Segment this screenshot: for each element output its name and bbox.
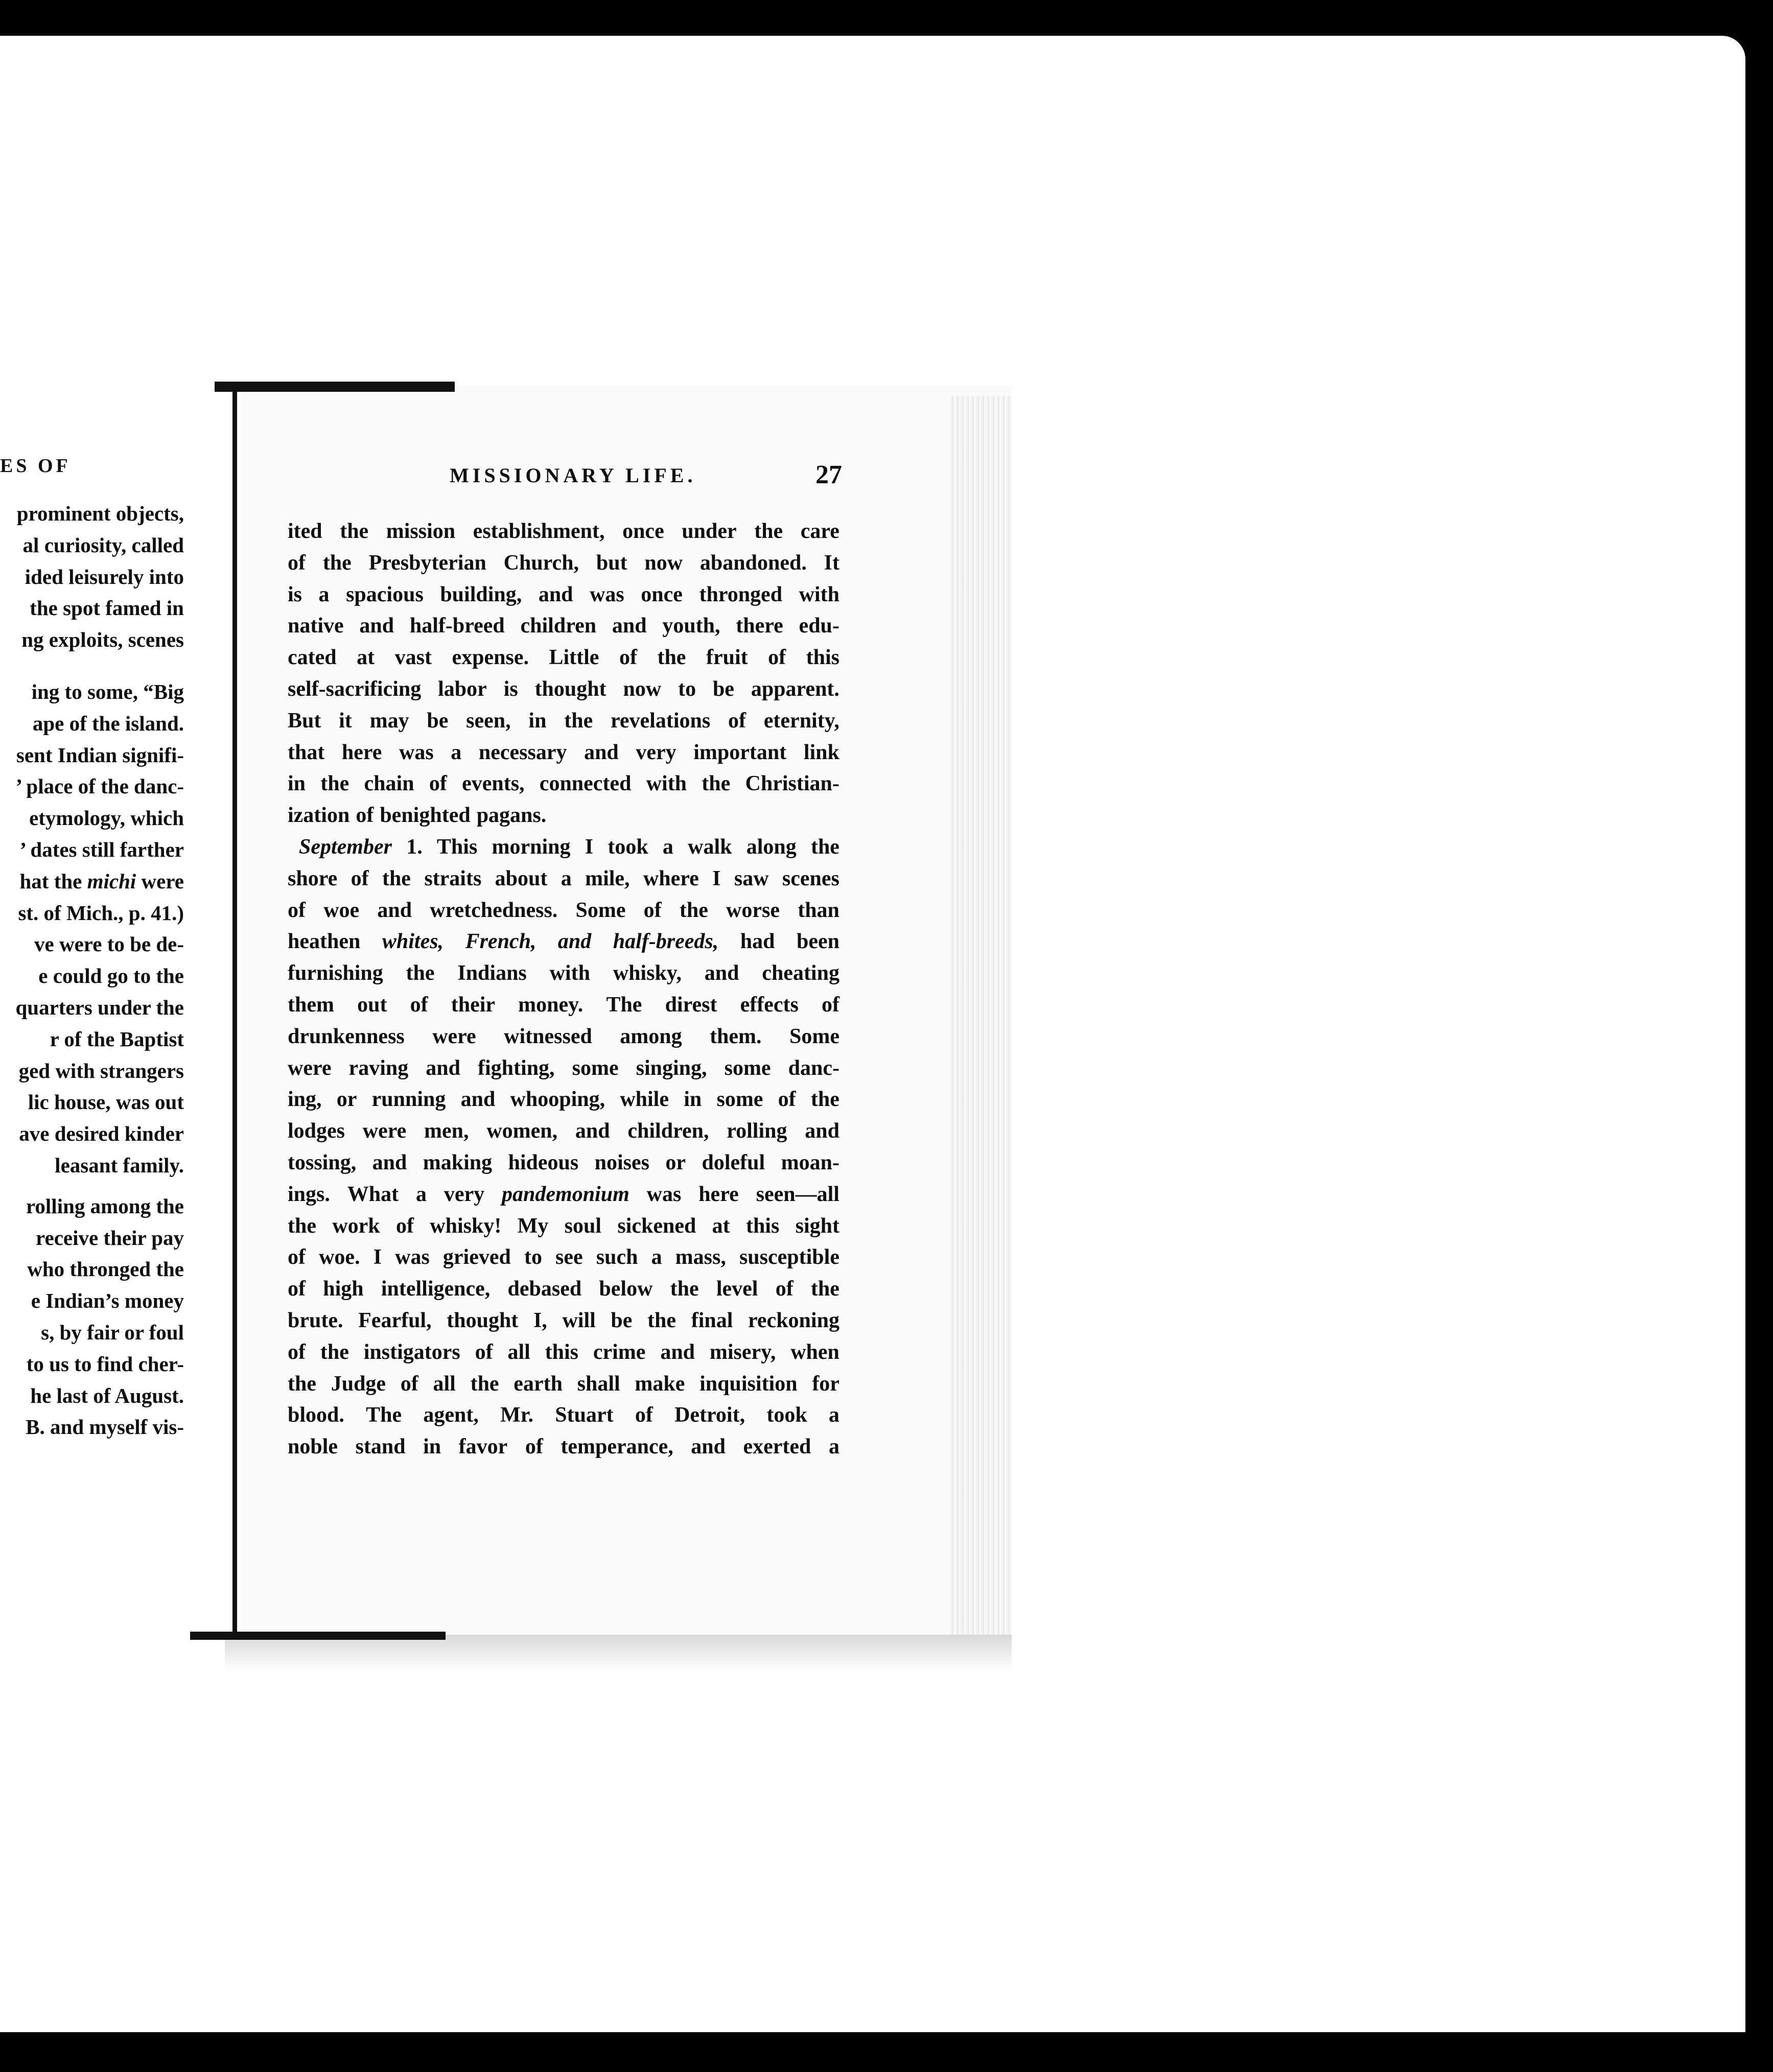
text-line: cated at vast expense. Little of the fruit of this <box>288 646 839 670</box>
text-line: noble stand in favor of temperance, and exerted a <box>288 1435 839 1459</box>
text-line: ’ dates still farther <box>19 837 184 861</box>
text-line: But it may be seen, in the revelations of eternity, <box>288 709 839 733</box>
binding-mark-bottom <box>190 1632 446 1640</box>
text-line: B. and myself vis- <box>26 1415 184 1439</box>
text-line: in the chain of events, connected with the Christian- <box>288 772 839 796</box>
text-line: ged with strangers <box>18 1058 184 1082</box>
page-body <box>288 516 839 1463</box>
binding-mark-vertical <box>232 383 237 1637</box>
page-number: 27 <box>815 460 842 489</box>
text-line: ’ place of the danc- <box>15 774 184 798</box>
scan-bottom-border <box>0 2032 1773 2072</box>
text-line: blood. The agent, Mr. Stuart of Detroit, took a <box>288 1403 839 1427</box>
text-line: sent Indian signifi- <box>16 743 184 767</box>
text-line: al curiosity, called <box>22 533 184 557</box>
text-line: were raving and fighting, some singing, some danc- <box>288 1056 839 1080</box>
text-line: of high intelligence, debased below the level of the <box>288 1277 839 1301</box>
text-line: self-sacrificing labor is thought now to be apparent. <box>288 677 839 701</box>
text-line: ing, or running and whooping, while in some of the <box>288 1088 839 1112</box>
text-line: the spot famed in <box>30 596 184 620</box>
text-line: st. of Mich., p. 41.) <box>18 901 184 925</box>
text-line: ited the mission establishment, once under the care <box>288 520 839 543</box>
text-line: quarters under the <box>15 995 184 1019</box>
text-line: ve were to be de- <box>34 932 184 956</box>
running-head: MISSIONARY LIFE. <box>450 464 696 487</box>
page-edge <box>950 396 1012 1637</box>
text-line: tossing, and making hideous noises or doleful moan- <box>288 1150 839 1174</box>
text-line: ape of the island. <box>32 711 184 735</box>
text-line: s, by fair or foul <box>41 1320 184 1344</box>
text-line: to us to find cher- <box>26 1352 184 1376</box>
text-line: of woe. I was grieved to see such a mass, susceptible <box>288 1245 839 1269</box>
text-line: of woe and wretchedness. Some of the worse than <box>288 898 839 922</box>
text-line: heathen whites, French, and half-breeds, had been <box>288 930 839 954</box>
text-line: the Judge of all the earth shall make inquisition for <box>288 1372 839 1396</box>
text-line: is a spacious building, and was once thronged with <box>288 582 839 606</box>
text-line: ng exploits, scenes <box>21 628 184 652</box>
page-shadow <box>225 1635 1012 1670</box>
text-line: e could go to the <box>38 964 184 988</box>
text-line: rolling among the <box>26 1194 184 1218</box>
binding-mark-top <box>215 382 455 392</box>
text-line: lodges were men, women, and children, rolling and <box>288 1119 839 1143</box>
left-page-text <box>0 498 184 1443</box>
text-line: who thronged the <box>27 1257 184 1281</box>
text-line: etymology, which <box>29 806 184 830</box>
text-line: the work of whisky! My soul sickened at this sight <box>288 1214 839 1238</box>
text-line: ing to some, “Big <box>31 679 184 703</box>
text-line: receive their pay <box>36 1226 184 1250</box>
text-line: shore of the straits about a mile, where I saw scenes <box>288 866 839 890</box>
text-line: r of the Baptist <box>50 1027 184 1051</box>
text-line: hat the michi were <box>19 869 184 893</box>
text-line: e Indian’s money <box>31 1289 184 1313</box>
text-line: drunkenness were witnessed among them. Some <box>288 1024 839 1048</box>
text-line: ization of benighted pagans. <box>288 804 547 828</box>
text-line: of the Presbyterian Church, but now abandoned. It <box>288 551 839 575</box>
text-line: leasant family. <box>55 1153 184 1177</box>
left-page-running-head: ES OF <box>0 455 71 477</box>
text-line: ave desired kinder <box>19 1122 184 1146</box>
text-line: he last of August. <box>30 1383 184 1407</box>
text-line: prominent objects, <box>16 502 184 525</box>
text-line: brute. Fearful, thought I, will be the final reckoning <box>288 1308 839 1332</box>
text-line: that here was a necessary and very important link <box>288 740 839 764</box>
text-line: them out of their money. The direst effects of <box>288 993 839 1017</box>
text-line: lic house, was out <box>28 1090 184 1114</box>
text-line: furnishing the Indians with whisky, and cheating <box>288 961 839 985</box>
text-line: ided leisurely into <box>25 564 184 588</box>
text-line: native and half-breed children and youth, there edu- <box>288 614 839 638</box>
text-line: ings. What a very pandemonium was here seen—all <box>288 1182 839 1206</box>
text-line: September 1. This morning I took a walk along the <box>299 835 839 859</box>
text-line: of the instigators of all this crime and misery, when <box>288 1340 839 1364</box>
